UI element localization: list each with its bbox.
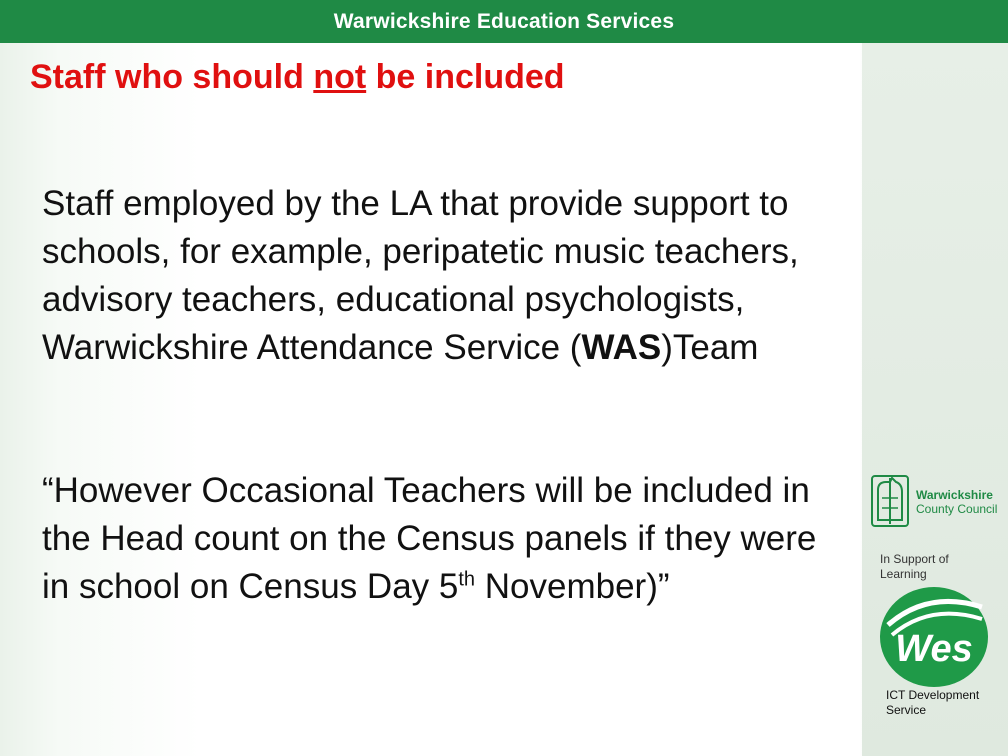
paragraph-2-tail: November)” xyxy=(475,567,670,606)
paragraph-1-tail: )Team xyxy=(661,328,759,367)
ordinal-suffix: th xyxy=(458,568,476,591)
wes-logo-icon xyxy=(878,585,990,695)
support-line-2: Learning xyxy=(880,567,927,581)
bear-and-staff-icon xyxy=(870,470,910,530)
title-part-1: Staff who should xyxy=(30,58,314,96)
header-title: Warwickshire Education Services xyxy=(333,9,675,33)
title-underlined-word: not xyxy=(313,58,367,96)
ict-line-2: Service xyxy=(886,703,927,717)
paragraph-2-text: “However Occasional Teachers will be included in the Head count on the Census panels if they were in school on Census Day 5 xyxy=(42,471,817,606)
paragraph-staff-excluded xyxy=(42,180,842,372)
council-line-1: Warwickshire xyxy=(916,488,993,502)
was-abbreviation: WAS xyxy=(581,328,662,367)
support-line-1: In Support of xyxy=(880,552,949,566)
warwickshire-county-council-logo xyxy=(870,470,1008,530)
slide-title xyxy=(30,58,565,97)
paragraph-occasional-teachers xyxy=(42,467,842,611)
council-line-2: County Council xyxy=(916,502,998,516)
support-text xyxy=(880,552,949,582)
ict-service-text xyxy=(886,688,979,718)
logo-area xyxy=(862,460,1008,730)
header-bar xyxy=(0,0,1008,43)
wes-logo-text: Wes xyxy=(895,628,973,670)
ict-line-1: ICT Development xyxy=(886,688,980,702)
paragraph-1-text: Staff employed by the LA that provide support to schools, for example, peripatetic music teachers, advisory teachers, educational psychologists, Warwickshire Attendance Service ( xyxy=(42,184,799,367)
title-part-2: be included xyxy=(366,58,565,96)
council-name xyxy=(916,488,997,516)
